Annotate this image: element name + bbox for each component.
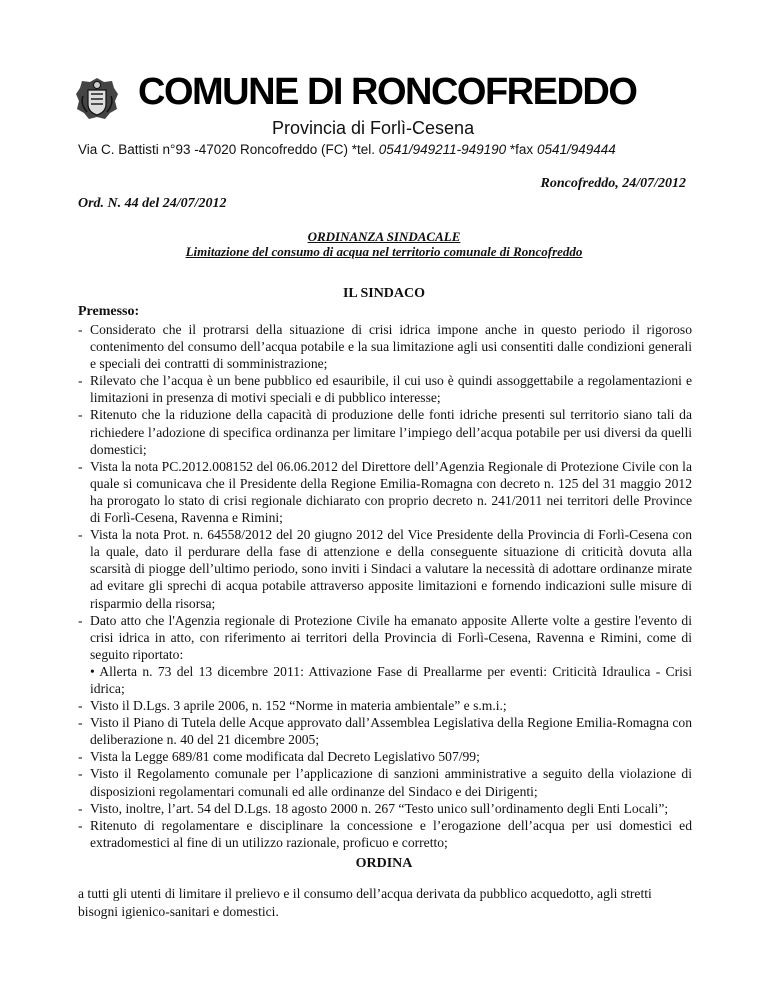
address-line (78, 142, 616, 157)
list-item-text: Visto il Piano di Tutela delle Acque approvato dall’Assemblea Legislativa della Regione Emilia-Romagna con deliberazione n. 40 del 21 dicembre 2005; (90, 715, 692, 748)
list-item (78, 817, 692, 851)
list-dash: - (78, 749, 83, 765)
municipality-title: COMUNE DI RONCOFREDDO (138, 71, 637, 113)
list-dash: - (78, 458, 83, 474)
list-item (78, 612, 692, 697)
list-item (78, 372, 692, 406)
address-text: Via C. Battisti n°93 -47020 Roncofreddo (FC) *tel. (78, 142, 379, 157)
ordinance-subject: Limitazione del consumo di acqua nel territorio comunale di Roncofreddo (185, 244, 583, 259)
list-item-text: Ritenuto che la riduzione della capacità di produzione delle fonti idriche presenti sul territorio siano tali da richiedere l’adozione di specifica ordinanza per limitare l’impiego dell’acqua potabile per usi diversi da quelli domestici; (90, 407, 692, 457)
list-item-text: Vista la Legge 689/81 come modificata dal Decreto Legislativo 507/99; (90, 749, 480, 765)
list-dash: - (78, 698, 83, 714)
letterhead (0, 0, 768, 160)
list-item-text: Vista la nota PC.2012.008152 del 06.06.2012 del Direttore dell’Agenzia Regionale di Protezione Civile con la quale si comunicava che il Presidente della Regione Emilia-Romagna con decreto n. 125 del 31 maggio 2012 ha prorogato lo stato di crisi regionale dichiarato con proprio decreto n. 241/2011 nei territori delle Province di Forlì-Cesena, Ravenna e Rimini; (90, 458, 692, 526)
telephone-number: 0541/949211-949190 (378, 142, 507, 157)
list-dash: - (78, 407, 83, 423)
list-item (78, 697, 692, 714)
ordinance-text: a tutti gli utenti di limitare il prelievo e il consumo dell’acqua derivata da pubblico acquedotto, agli stretti bisogni igienico-sanitari e domestici. (78, 886, 652, 919)
list-item (78, 321, 692, 372)
list-dash: - (78, 322, 83, 337)
allerta-bullet: • Allerta n. 73 del 13 dicembre 2011: Attivazione Fase di Preallarme per eventi: Criticità Idraulica - Crisi idrica; (90, 663, 692, 696)
list-item (78, 458, 692, 526)
list-dash: - (78, 612, 83, 628)
list-item (78, 526, 692, 611)
list-dash: - (78, 527, 83, 543)
list-dash: - (78, 715, 83, 731)
list-item (78, 748, 692, 765)
premesso-label: Premesso: (78, 304, 140, 319)
list-item (78, 800, 692, 817)
province-name: Provincia di Forlì-Cesena (272, 118, 475, 138)
list-item (78, 765, 692, 799)
list-item-text: Visto il D.Lgs. 3 aprile 2006, n. 152 “Norme in materia ambientale” e s.m.i.; (90, 698, 507, 714)
ordina-heading: ORDINA (355, 856, 413, 871)
fax-label: *fax (506, 142, 537, 157)
list-item (78, 714, 692, 748)
ordinance-number: Ord. N. 44 del 24/07/2012 (78, 196, 227, 211)
fax-number: 0541/949444 (536, 142, 616, 157)
ordinance-title: ORDINANZA SINDACALE (307, 229, 461, 244)
list-dash: - (78, 800, 83, 816)
list-item-text: Visto, inoltre, l’art. 54 del D.Lgs. 18 agosto 2000 n. 267 “Testo unico sull’ordinamento degli Enti Locali”; (90, 800, 669, 816)
municipal-crest-icon (74, 76, 120, 122)
list-item-text: Visto il Regolamento comunale per l’applicazione di sanzioni amministrative a seguito della violazione di disposizioni regolamentari comunali ed alle ordinanze del Sindaco e dei Dirigenti; (90, 766, 692, 799)
list-item-text: Considerato che il protrarsi della situazione di crisi idrica impone anche in questo periodo il rigoroso contenimento del consumo dell’acqua potabile e la sua limitazione agli usi consentiti dalle condizioni generali e speciali dei contratti di somministrazione; (90, 322, 692, 372)
list-dash: - (78, 373, 83, 389)
place-date: Roncofreddo, 24/07/2012 (540, 176, 686, 191)
premises-list (78, 321, 692, 851)
list-item-text: Ritenuto di regolamentare e disciplinare la concessione e l’erogazione dell’acqua per usi domestici ed extradomestici al fine di un utilizzo razionale, proficuo e corretto; (90, 817, 692, 850)
list-item-text: Rilevato che l’acqua è un bene pubblico ed esauribile, il cui uso è quindi assoggettabile a regolamentazioni e limitazioni in presenza di motivi speciali e di pubblico interesse; (90, 373, 692, 406)
list-item-text: Vista la nota Prot. n. 64558/2012 del 20 giugno 2012 del Vice Presidente della Provincia di Forlì-Cesena con la quale, dato il perdurare della fase di attenzione e della conseguente situazione di criticità dovuta alla scarsità di piogge dell’ultimo periodo, sono inviti i Sindaci a valutare la necessità di adottare ordinanze mirate ad evitare gli sprechi di acqua potabile attraverso apposite limitazioni e fornendo indicazioni sulle misure di risparmio della risorsa; (90, 527, 692, 611)
list-item (78, 406, 692, 457)
list-dash: - (78, 766, 83, 782)
sindaco-heading: IL SINDACO (342, 286, 426, 301)
list-dash: - (78, 817, 83, 833)
list-item-text: Dato atto che l'Agenzia regionale di Protezione Civile ha emanato apposite Allerte volte a gestire l'evento di crisi idrica in atto, con riferimento ai territori della Provincia di Forlì-Cesena, Ravenna e Rimini, come di seguito riportato: (90, 612, 692, 662)
